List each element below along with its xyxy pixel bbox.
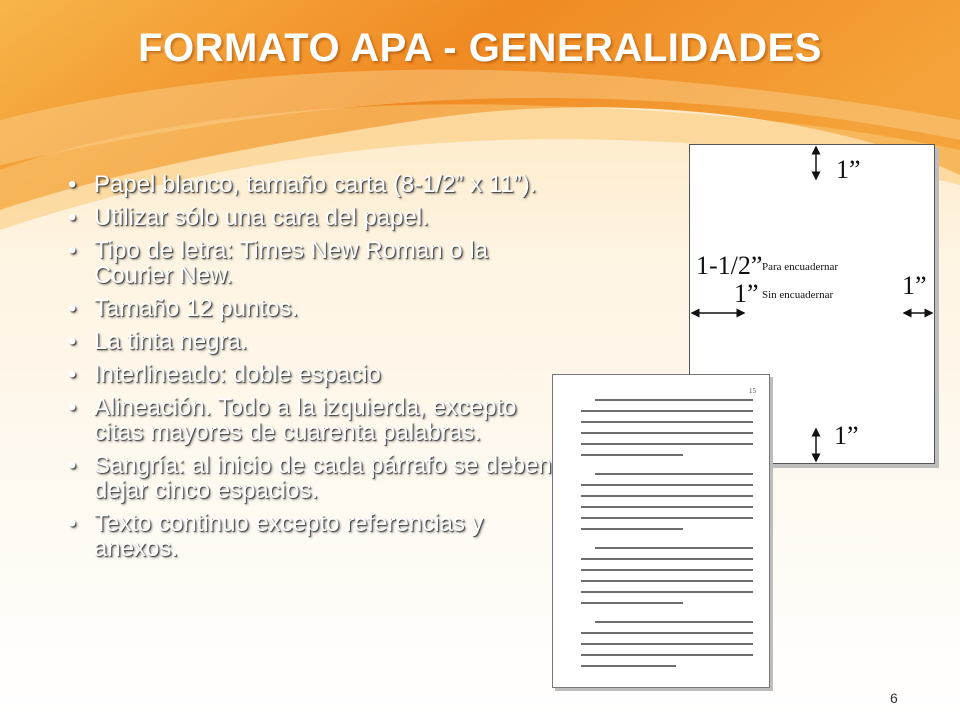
bullet-item [58, 238, 558, 288]
sample-text-line [595, 621, 753, 623]
bullet-dot: • [68, 171, 77, 198]
sample-page-number: 15 [749, 387, 756, 395]
bullet-item [58, 453, 558, 503]
left-margin-unbound-label: 1” [734, 279, 759, 308]
sample-text-line [581, 643, 753, 645]
sample-text-line [581, 528, 683, 530]
sample-text-line [581, 632, 753, 634]
sample-text-line [595, 399, 753, 401]
sample-text-line [595, 547, 753, 549]
slide-title: FORMATO APA - GENERALIDADES [138, 26, 822, 70]
sample-text-line [581, 484, 753, 486]
bullet-item [58, 395, 558, 445]
sample-document-page [552, 374, 770, 688]
bullet-item [58, 329, 558, 354]
sample-text-line [581, 569, 753, 571]
bullet-dot: • [68, 237, 77, 264]
bullet-text: Texto continuo excepto referencias y anexos. [94, 510, 484, 562]
left-margin-unbound-note: Sin encuadernar [762, 289, 834, 301]
bullet-dot: • [68, 394, 77, 421]
bullet-item [58, 205, 558, 230]
left-margin-bound-label: 1-1/2” [696, 251, 763, 280]
bullet-list [58, 172, 558, 569]
bullet-dot: • [68, 510, 77, 537]
bullet-item [58, 362, 558, 387]
sample-text-line [581, 410, 753, 412]
bullet-item [58, 296, 558, 321]
left-margin-bound-note: Para encuadernar [762, 261, 839, 273]
slide-page-number: 6 [890, 690, 898, 706]
sample-text-line [581, 443, 753, 445]
sample-text-line [581, 421, 753, 423]
bottom-margin-label: 1” [834, 421, 859, 450]
bullet-text: La tinta negra. [94, 328, 248, 355]
bullet-dot: • [68, 295, 77, 322]
sample-text-line [581, 454, 683, 456]
bullet-text: Papel blanco, tamaño carta (8-1/2” x 11”). [94, 171, 537, 198]
bullet-text: Interlineado: doble espacio [94, 361, 381, 388]
bullet-text: Alineación. Todo a la izquierda, excepto citas mayores de cuarenta palabras. [94, 394, 517, 446]
sample-text-line [595, 473, 753, 475]
bullet-text: Tipo de letra: Times New Roman o la Courier New. [94, 237, 488, 289]
bullet-dot: • [68, 361, 77, 388]
sample-text-line [581, 602, 683, 604]
sample-text-line [581, 591, 753, 593]
bullet-item [58, 511, 558, 561]
sample-text-line [581, 580, 753, 582]
right-margin-label: 1” [902, 271, 927, 300]
sample-text-line [581, 558, 753, 560]
sample-text-line [581, 665, 676, 667]
sample-text-line [581, 517, 753, 519]
bullet-dot: • [68, 204, 77, 231]
bullet-text: Sangría: al inicio de cada párrafo se deben dejar cinco espacios. [94, 452, 552, 504]
bullet-dot: • [68, 452, 77, 479]
sample-text-line [581, 432, 753, 434]
top-margin-label: 1” [836, 155, 861, 184]
sample-text-line [581, 654, 753, 656]
bullet-text: Tamaño 12 puntos. [94, 295, 299, 322]
bullet-item [58, 172, 558, 197]
sample-text-line [581, 495, 753, 497]
sample-text-line [581, 506, 753, 508]
bullet-dot: • [68, 328, 77, 355]
bullet-text: Utilizar sólo una cara del papel. [94, 204, 429, 231]
